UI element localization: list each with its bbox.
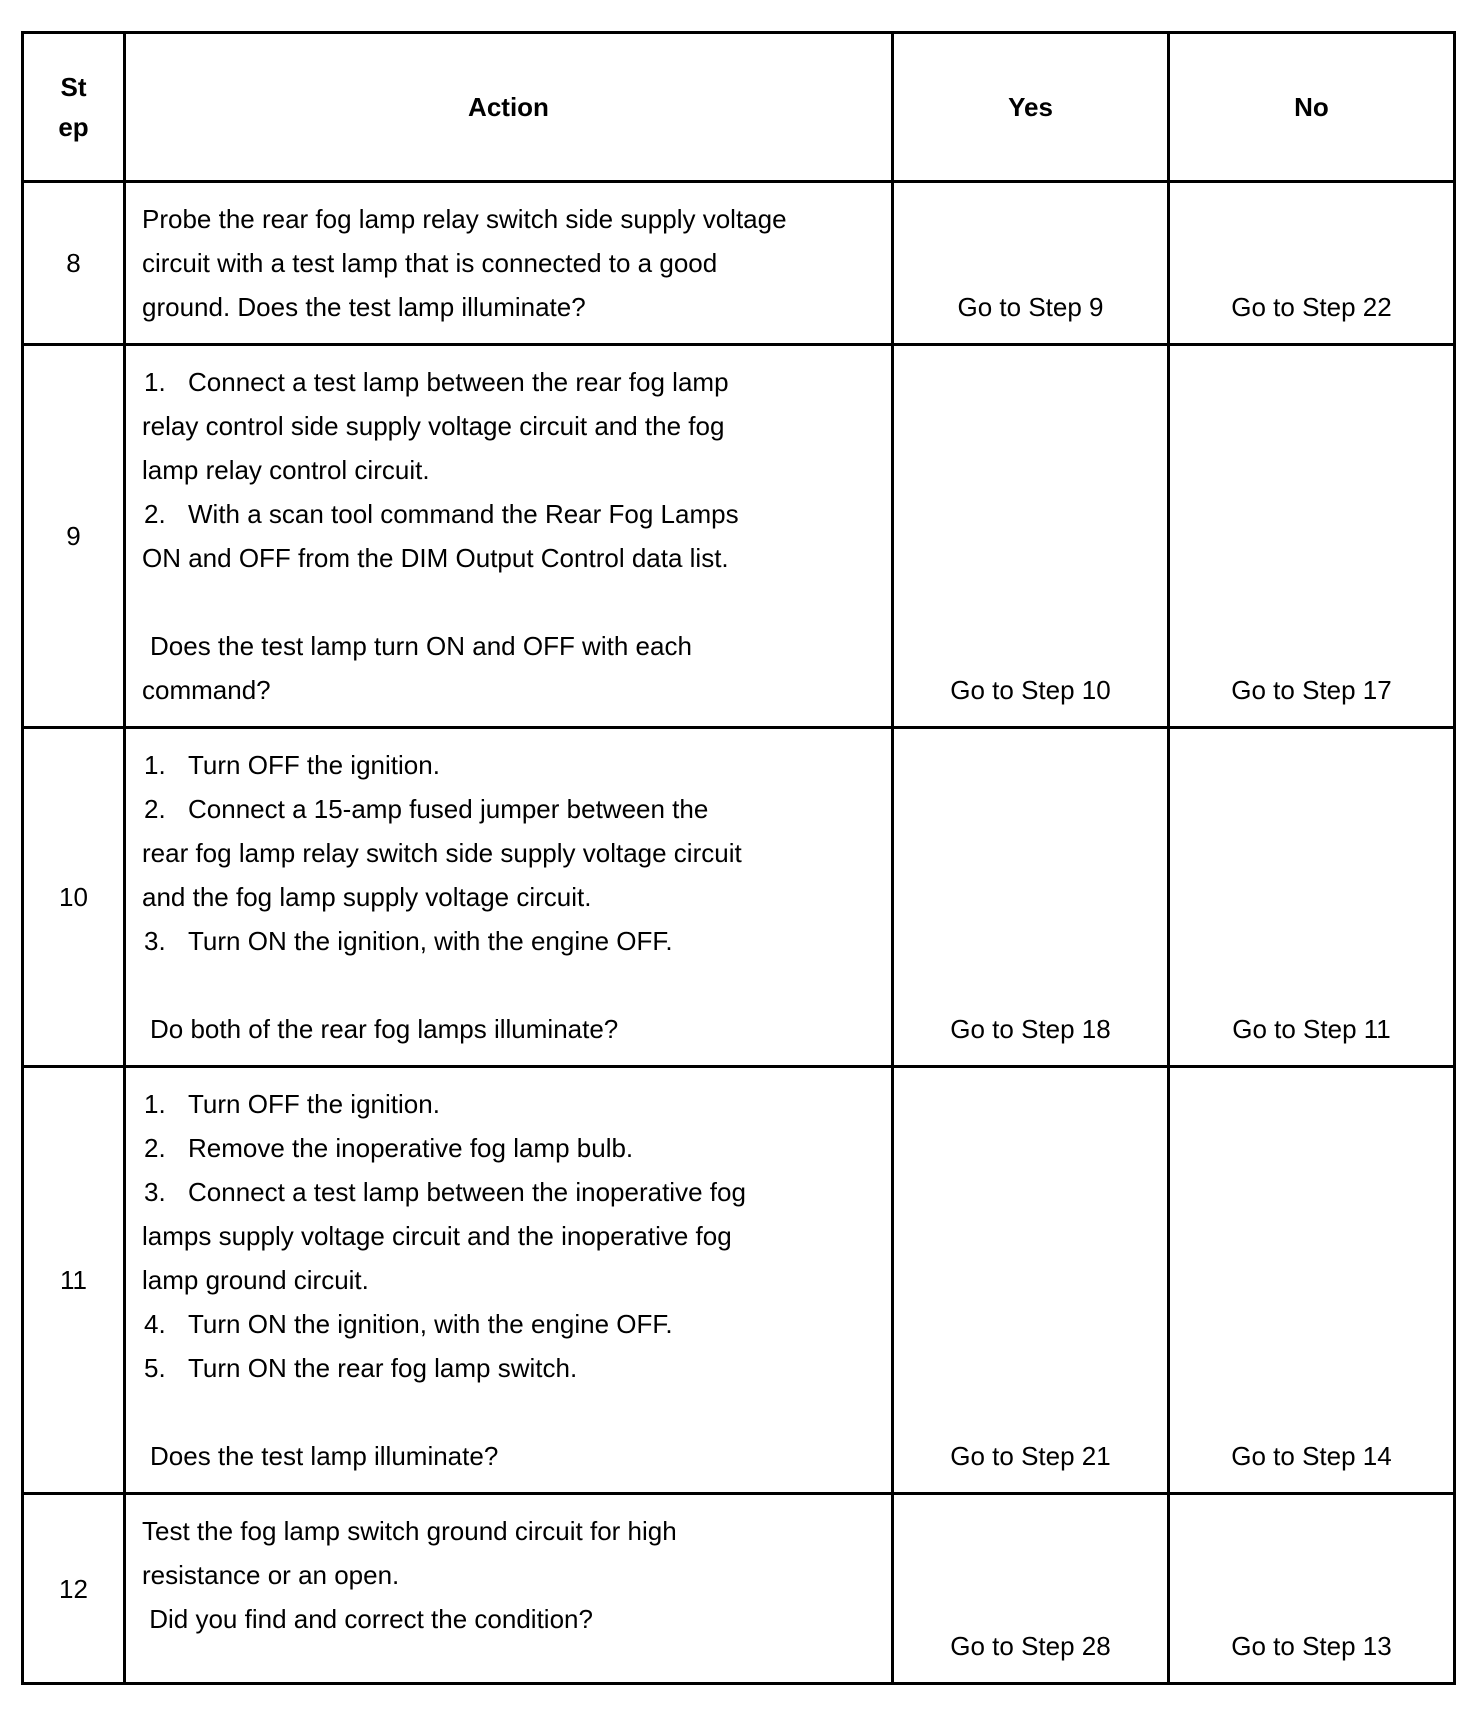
- step-item-text: Remove the inoperative fog lamp bulb.: [188, 1133, 634, 1163]
- action-text-line: rear fog lamp relay switch side supply voltage circuit: [142, 838, 742, 868]
- action-text-line: Did you find and correct the condition?: [142, 1604, 593, 1634]
- action-question: Does the test lamp illuminate?: [150, 1441, 499, 1471]
- spacer: [142, 1390, 881, 1434]
- step-number: 12: [23, 1494, 125, 1684]
- action-question: Does the test lamp turn ON and OFF with each: [150, 631, 692, 661]
- step-item-number: 3.: [144, 926, 166, 956]
- step-number: 11: [23, 1067, 125, 1494]
- step-item-number: 1.: [144, 1089, 166, 1119]
- action-text-line: ground. Does the test lamp illuminate?: [142, 292, 586, 322]
- no-result: Go to Step 22: [1169, 182, 1455, 345]
- yes-result: Go to Step 10: [893, 345, 1169, 728]
- table-row: [23, 1494, 1455, 1684]
- action-cell: [125, 1067, 893, 1494]
- spacer: [142, 580, 881, 624]
- no-column-header: No: [1169, 33, 1455, 182]
- step-item-number: 4.: [144, 1309, 166, 1339]
- action-text-line: resistance or an open.: [142, 1560, 400, 1590]
- action-text-line: lamp ground circuit.: [142, 1265, 369, 1295]
- step-item-text: With a scan tool command the Rear Fog Lamps: [188, 499, 739, 529]
- step-item-number: 1.: [144, 750, 166, 780]
- step-item-number: 3.: [144, 1177, 166, 1207]
- table-row: [23, 728, 1455, 1067]
- action-text-line: circuit with a test lamp that is connected to a good: [142, 248, 718, 278]
- action-cell: [125, 182, 893, 345]
- step-item-text: Connect a test lamp between the inoperative fog: [188, 1177, 746, 1207]
- no-result: Go to Step 14: [1169, 1067, 1455, 1494]
- no-result: Go to Step 13: [1169, 1494, 1455, 1684]
- action-question: command?: [142, 675, 271, 705]
- table-header: [23, 33, 1455, 182]
- action-cell: [125, 1494, 893, 1684]
- step-item-number: 2.: [144, 794, 166, 824]
- step-item-text: Turn ON the ignition, with the engine OFF.: [188, 1309, 673, 1339]
- action-text-line: and the fog lamp supply voltage circuit.: [142, 882, 592, 912]
- action-numbered-step: [142, 1170, 881, 1214]
- step-column-header: [23, 33, 125, 182]
- action-numbered-step: [142, 1126, 881, 1170]
- action-text-line: Probe the rear fog lamp relay switch side supply voltage: [142, 204, 787, 234]
- table-body: [23, 182, 1455, 1684]
- diagnostic-table: [21, 31, 1456, 1685]
- step-number: 10: [23, 728, 125, 1067]
- step-header-line1: St: [60, 72, 87, 102]
- step-item-number: 1.: [144, 367, 166, 397]
- action-numbered-step: [142, 492, 881, 536]
- action-text-line: ON and OFF from the DIM Output Control data list.: [142, 543, 729, 573]
- yes-result: Go to Step 28: [893, 1494, 1169, 1684]
- action-numbered-step: [142, 1082, 881, 1126]
- yes-result: Go to Step 21: [893, 1067, 1169, 1494]
- action-numbered-step: [142, 1346, 881, 1390]
- header-row: [23, 33, 1455, 182]
- step-item-text: Turn ON the ignition, with the engine OFF.: [188, 926, 673, 956]
- action-text-line: Test the fog lamp switch ground circuit for high: [142, 1516, 677, 1546]
- step-item-number: 2.: [144, 1133, 166, 1163]
- yes-result: Go to Step 9: [893, 182, 1169, 345]
- action-cell: [125, 728, 893, 1067]
- step-item-number: 2.: [144, 499, 166, 529]
- yes-column-header: Yes: [893, 33, 1169, 182]
- step-item-text: Turn ON the rear fog lamp switch.: [188, 1353, 578, 1383]
- spacer: [142, 963, 881, 1007]
- step-header-line2: ep: [58, 112, 89, 142]
- table-row: [23, 1067, 1455, 1494]
- step-number: 9: [23, 345, 125, 728]
- action-numbered-step: [142, 743, 881, 787]
- step-item-text: Connect a test lamp between the rear fog lamp: [188, 367, 729, 397]
- action-cell: [125, 345, 893, 728]
- table-row: [23, 182, 1455, 345]
- action-numbered-step: [142, 360, 881, 404]
- action-text-line: relay control side supply voltage circuit and the fog: [142, 411, 725, 441]
- step-item-text: Turn OFF the ignition.: [188, 1089, 440, 1119]
- table-row: [23, 345, 1455, 728]
- action-numbered-step: [142, 919, 881, 963]
- yes-result: Go to Step 18: [893, 728, 1169, 1067]
- no-result: Go to Step 11: [1169, 728, 1455, 1067]
- step-item-text: Connect a 15-amp fused jumper between the: [188, 794, 709, 824]
- step-item-number: 5.: [144, 1353, 166, 1383]
- action-text-line: lamps supply voltage circuit and the inoperative fog: [142, 1221, 732, 1251]
- no-result: Go to Step 17: [1169, 345, 1455, 728]
- action-text-line: lamp relay control circuit.: [142, 455, 430, 485]
- action-question: Do both of the rear fog lamps illuminate?: [150, 1014, 619, 1044]
- action-numbered-step: [142, 1302, 881, 1346]
- step-item-text: Turn OFF the ignition.: [188, 750, 440, 780]
- action-column-header: Action: [125, 33, 893, 182]
- action-numbered-step: [142, 787, 881, 831]
- step-number: 8: [23, 182, 125, 345]
